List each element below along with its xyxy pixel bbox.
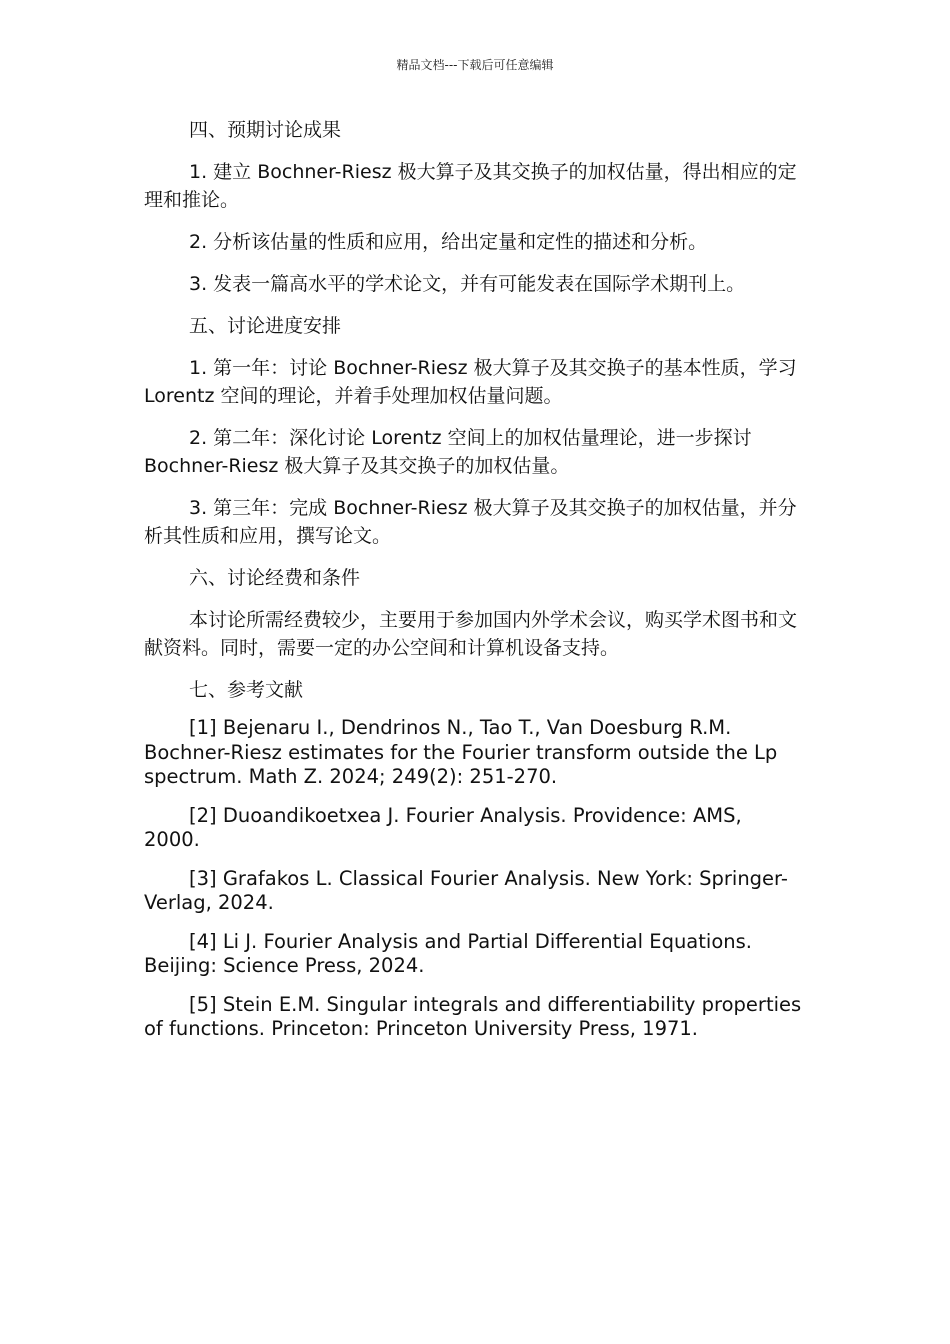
section-heading-references: 七、参考文献 bbox=[189, 679, 304, 701]
reference-item: [2] Duoandikoetxea J. Fourier Analysis. Providence: AMS, 2000. bbox=[144, 803, 742, 851]
section-heading-expected-results: 四、预期讨论成果 bbox=[189, 119, 342, 141]
schedule-item: 1. 第一年：讨论 Bochner-Riesz 极大算子及其交换子的基本性质，学习 Lorentz 空间的理论，并着手处理加权估量问题。 bbox=[144, 357, 797, 407]
page-header-watermark: 精品文档---下载后可任意编辑 bbox=[396, 58, 554, 72]
reference-item: [5] Stein E.M. Singular integrals and differentiability properties of functions. Princeton: Princeton University Press, 1971. bbox=[144, 992, 802, 1040]
reference-item: [1] Bejenaru I., Dendrinos N., Tao T., Van Doesburg R.M. Bochner-Riesz estimates for the Fourier transform outside the Lp spectrum. Math Z. 2024; 249(2): 251-270. bbox=[144, 716, 778, 788]
reference-item: [4] Li J. Fourier Analysis and Partial Differential Equations. Beijing: Science Press, 2024. bbox=[144, 929, 752, 977]
funding-paragraph: 本讨论所需经费较少，主要用于参加国内外学术会议，购买学术图书和文献资料。同时，需要一定的办公空间和计算机设备支持。 bbox=[144, 609, 798, 659]
expected-result-item: 2. 分析该估量的性质和应用，给出定量和定性的描述和分析。 bbox=[189, 231, 708, 253]
expected-result-item: 3. 发表一篇高水平的学术论文，并有可能发表在国际学术期刊上。 bbox=[189, 273, 746, 295]
schedule-item: 3. 第三年：完成 Bochner-Riesz 极大算子及其交换子的加权估量，并分析其性质和应用，撰写论文。 bbox=[144, 497, 797, 547]
schedule-item: 2. 第二年：深化讨论 Lorentz 空间上的加权估量理论，进一步探讨 Bochner-Riesz 极大算子及其交换子的加权估量。 bbox=[144, 427, 752, 477]
section-heading-schedule: 五、讨论进度安排 bbox=[189, 315, 342, 337]
section-heading-funding: 六、讨论经费和条件 bbox=[189, 567, 361, 589]
reference-item: [3] Grafakos L. Classical Fourier Analysis. New York: Springer-Verlag, 2024. bbox=[144, 866, 788, 914]
page-content bbox=[144, 116, 802, 1042]
expected-result-item: 1. 建立 Bochner-Riesz 极大算子及其交换子的加权估量，得出相应的定理和推论。 bbox=[144, 161, 797, 211]
